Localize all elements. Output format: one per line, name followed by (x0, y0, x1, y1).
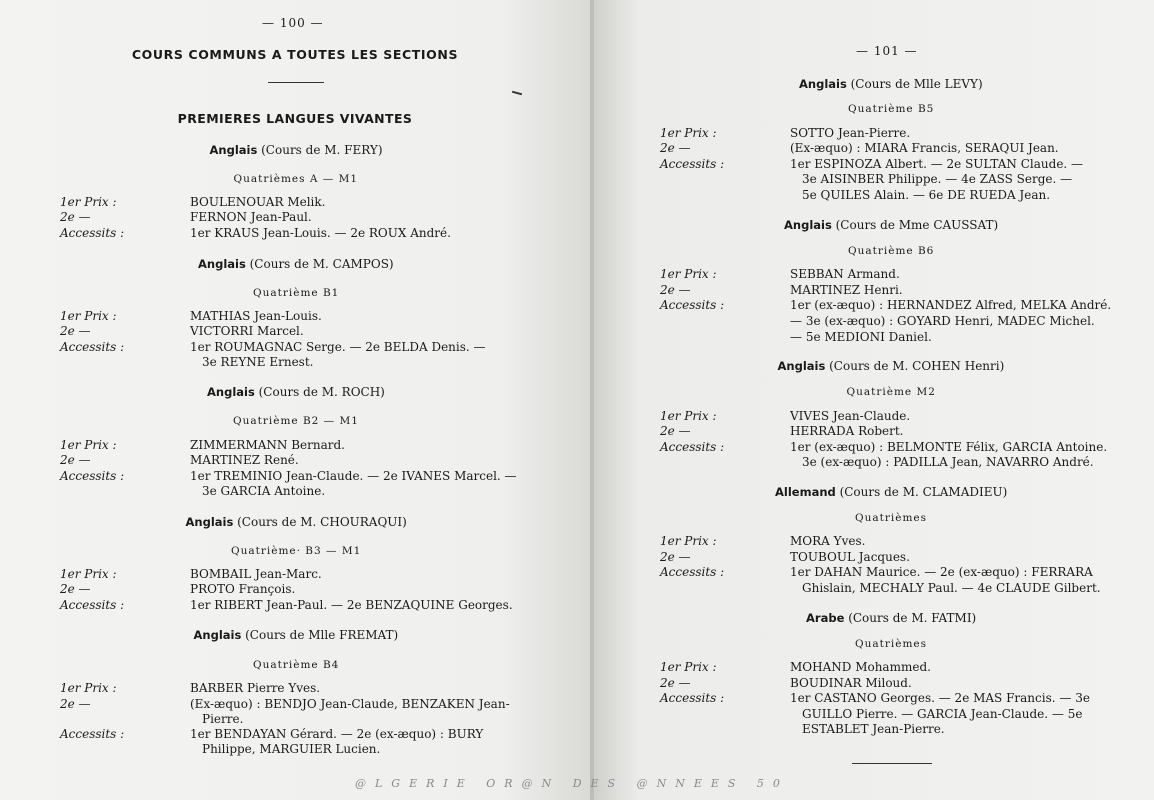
award-label: 2e — (660, 550, 691, 564)
award-names: TOUBOUL Jacques. (790, 550, 910, 564)
award-names: Ghislain, MECHALY Paul. — 4e CLAUDE Gilbert. (802, 581, 1101, 595)
award-names: 1er RIBERT Jean-Paul. — 2e BENZAQUINE Georges. (190, 598, 513, 612)
award-names: 1er ROUMAGNAC Serge. — 2e BELDA Denis. — (190, 340, 486, 354)
course-title (799, 77, 983, 91)
award-label: 1er Prix : (660, 126, 717, 140)
award-label: Accessits : (60, 226, 125, 240)
award-names: MARTINEZ René. (190, 453, 299, 467)
class-label: Quatrièmes (855, 512, 928, 524)
award-label: Accessits : (60, 727, 125, 741)
award-label: 1er Prix : (60, 438, 117, 452)
class-label: Quatrième B2 — M1 (233, 415, 359, 427)
class-name (253, 285, 339, 299)
award-label: Accessits : (660, 440, 725, 454)
award-label: 1er Prix : (660, 409, 717, 423)
award-label: 1er Prix : (60, 309, 117, 323)
award-names: 1er (ex-æquo) : HERNANDEZ Alfred, MELKA André. (790, 298, 1112, 312)
class-name (855, 636, 927, 650)
course-teacher: (Cours de M. CAMPOS) (245, 257, 394, 271)
award-label: Accessits : (660, 691, 725, 705)
award-names: 3e REYNE Ernest. (202, 355, 314, 369)
section-subheading: PREMIERES LANGUES VIVANTES (177, 111, 413, 126)
award-label: Accessits : (60, 598, 125, 612)
award-names: SOTTO Jean-Pierre. (790, 126, 911, 140)
award-names: BARBER Pierre Yves. (190, 681, 321, 695)
page-heading: COURS COMMUNS A TOUTES LES SECTIONS (131, 47, 459, 62)
course-teacher: (Cours de Mlle LEVY) (846, 77, 983, 91)
course-title (778, 359, 1005, 373)
course-title (186, 515, 407, 529)
award-label: 2e — (60, 582, 91, 596)
award-names: 1er CASTANO Georges. — 2e MAS Francis. — 3e (790, 691, 1090, 705)
course-teacher: (Cours de M. FERY) (257, 143, 383, 157)
course-teacher: (Cours de M. FATMI) (844, 611, 977, 625)
class-label: Quatrième B5 (848, 103, 935, 115)
award-names: FERNON Jean-Paul. (190, 210, 312, 224)
award-names: GUILLO Pierre. — GARCIA Jean-Claude. — 5e (802, 707, 1083, 721)
award-names: VIVES Jean-Claude. (790, 409, 911, 423)
award-names: — 5e MEDIONI Daniel. (790, 330, 932, 344)
award-names: Philippe, MARGUIER Lucien. (202, 742, 381, 756)
award-label: 1er Prix : (660, 534, 717, 548)
award-label: 2e — (60, 697, 91, 711)
award-names: HERRADA Robert. (790, 424, 904, 438)
award-label: Accessits : (660, 298, 725, 312)
class-name (847, 384, 936, 398)
divider (268, 82, 324, 83)
award-label: 1er Prix : (60, 567, 117, 581)
award-names: PROTO François. (190, 582, 296, 596)
course-teacher: (Cours de Mme CAUSSAT) (831, 218, 999, 232)
page-number: — 101 — (856, 44, 918, 58)
class-name (855, 510, 927, 524)
award-names: (Ex-æquo) : BENDJO Jean-Claude, BENZAKEN Jean- (190, 697, 510, 711)
award-names: MATHIAS Jean-Louis. (190, 309, 322, 323)
award-names: MORA Yves. (790, 534, 866, 548)
class-name (233, 413, 359, 427)
course-title (207, 385, 385, 399)
award-names: 5e QUILES Alain. — 6e DE RUEDA Jean. (802, 188, 1051, 202)
award-names: ZIMMERMANN Bernard. (190, 438, 345, 452)
award-label: Accessits : (60, 340, 125, 354)
award-label: Accessits : (60, 469, 125, 483)
award-names: ESTABLET Jean-Pierre. (802, 722, 945, 736)
award-names: 3e AISINBER Philippe. — 4e ZASS Serge. — (802, 172, 1073, 186)
class-label: Quatrième M2 (846, 386, 936, 398)
course-title (194, 628, 399, 642)
award-label: 2e — (660, 676, 691, 690)
award-names: 1er KRAUS Jean-Louis. — 2e ROUX André. (190, 226, 451, 240)
page-number: — 100 — (262, 16, 324, 30)
award-names: 1er TREMINIO Jean-Claude. — 2e IVANES Marcel. — (190, 469, 517, 483)
class-label: Quatrième· B3 — M1 (231, 545, 362, 557)
class-name (848, 101, 934, 115)
award-label: 1er Prix : (60, 681, 117, 695)
course-title (198, 257, 394, 271)
award-names: 1er ESPINOZA Albert. — 2e SULTAN Claude. — (790, 157, 1084, 171)
course-language: Anglais (207, 385, 255, 399)
divider (852, 763, 932, 764)
course-teacher: (Cours de M. COHEN Henri) (825, 359, 1005, 373)
course-title (775, 485, 1007, 499)
course-language: Allemand (775, 485, 836, 499)
award-names: VICTORRI Marcel. (190, 324, 304, 338)
course-language: Anglais (209, 143, 258, 157)
watermark: @LGERIE OR@N DES @NNEES 50 (355, 777, 789, 790)
class-name (231, 543, 361, 557)
class-name (234, 171, 359, 185)
award-label: Accessits : (660, 157, 725, 171)
course-title (784, 218, 998, 232)
award-label: 2e — (60, 210, 91, 224)
class-name (848, 243, 934, 257)
award-names: BOMBAIL Jean-Marc. (190, 567, 322, 581)
class-label: Quatrième B1 (253, 287, 340, 299)
award-label: 2e — (60, 453, 91, 467)
award-names: Pierre. (202, 712, 244, 726)
class-label: Quatrièmes (855, 638, 928, 650)
award-names: BOULENOUAR Melik. (190, 195, 326, 209)
award-names: BOUDINAR Miloud. (790, 676, 912, 690)
award-names: 3e (ex-æquo) : PADILLA Jean, NAVARRO André. (802, 455, 1094, 469)
course-language: Anglais (185, 515, 234, 529)
course-language: Anglais (784, 218, 832, 232)
course-language: Anglais (198, 257, 246, 271)
award-label: 1er Prix : (660, 267, 717, 281)
award-label: 1er Prix : (60, 195, 117, 209)
award-names: 3e GARCIA Antoine. (202, 484, 326, 498)
course-teacher: (Cours de M. CHOURAQUI) (233, 515, 407, 529)
award-names: SEBBAN Armand. (790, 267, 900, 281)
award-names: 1er (ex-æquo) : BELMONTE Félix, GARCIA Antoine. (790, 440, 1108, 454)
course-title (210, 143, 383, 157)
course-teacher: (Cours de M. ROCH) (254, 385, 385, 399)
award-label: 2e — (60, 324, 91, 338)
course-language: Anglais (193, 628, 242, 642)
award-names: 1er DAHAN Maurice. — 2e (ex-æquo) : FERRARA (790, 565, 1093, 579)
course-language: Anglais (799, 77, 847, 91)
right-page (594, 0, 1154, 800)
award-names: 1er BENDAYAN Gérard. — 2e (ex-æquo) : BURY (190, 727, 484, 741)
ink-speck (512, 91, 522, 96)
course-language: Arabe (806, 611, 845, 625)
class-label: Quatrièmes A — M1 (233, 173, 359, 185)
class-label: Quatrième B6 (848, 245, 935, 257)
course-teacher: (Cours de Mlle FREMAT) (241, 628, 399, 642)
course-title (806, 611, 976, 625)
award-names: MOHAND Mohammed. (790, 660, 931, 674)
course-teacher: (Cours de M. CLAMADIEU) (835, 485, 1008, 499)
award-names: (Ex-æquo) : MIARA Francis, SERAQUI Jean. (790, 141, 1059, 155)
class-label: Quatrième B4 (253, 659, 340, 671)
award-label: 2e — (660, 283, 691, 297)
award-label: Accessits : (660, 565, 725, 579)
course-language: Anglais (777, 359, 826, 373)
award-label: 1er Prix : (660, 660, 717, 674)
award-names: — 3e (ex-æquo) : GOYARD Henri, MADEC Michel. (790, 314, 1095, 328)
award-names: MARTINEZ Henri. (790, 283, 903, 297)
class-name (253, 657, 339, 671)
award-label: 2e — (660, 424, 691, 438)
award-label: 2e — (660, 141, 691, 155)
